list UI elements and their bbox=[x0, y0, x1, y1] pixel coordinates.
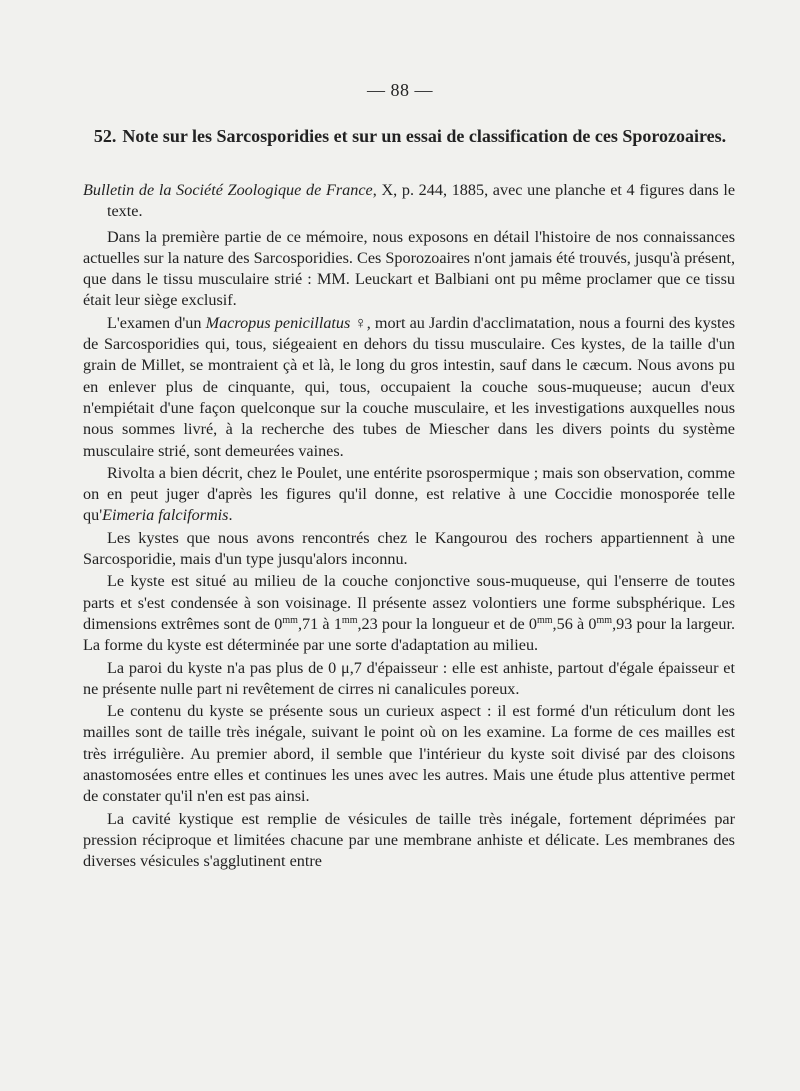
paragraph-5 bbox=[83, 571, 735, 656]
journal-name: Bulletin de la Société Zoologique de France bbox=[83, 181, 373, 199]
paragraph-5-text-c: ,23 pour la longueur et de 0 bbox=[357, 614, 537, 633]
reference-details: , X, p. 244, 1885, avec une planche et 4 figures dans le texte. bbox=[107, 181, 736, 221]
paragraph-7: Le contenu du kyste se présente sous un curieux aspect : il est formé d'un réticulum dont les mailles sont de taille très inégale, suivant le point où on les examine. La forme de ces mailles est très irrégulière. Au premier abord, il semble que l'intérieur du kyste soit divisé par des cloisons anastomosées entre elles et continues les unes avec les autres. Mais une étude plus attentive permet de constater qu'il n'en est pas ainsi. bbox=[83, 702, 735, 806]
paragraph-3-text-a: Rivolta a bien décrit, chez le Poulet, une entérite psorospermique ; mais son observation, comme on en peut juger d'après les figures qu'il donne, est relative à une Coccidie monosporée telle qu' bbox=[83, 463, 735, 525]
species-name: Macropus penicillatus bbox=[205, 313, 351, 332]
paragraph-5-text-a: Le kyste est situé au milieu de la couche conjonctive sous-muqueuse, qui l'enserre de toutes parts et s'est condensée à son voisinage. Il présente assez volontiers une forme subsphérique. Les dimensions extrêmes sont de 0 bbox=[83, 572, 735, 633]
paragraph-5-text-b: ,71 à 1 bbox=[297, 614, 342, 633]
paragraph-5-text-e: ,93 pour la largeur. La forme du kyste est déterminée par une sorte d'adaptation au milieu. bbox=[83, 614, 736, 655]
bibliographic-reference bbox=[83, 180, 735, 223]
paragraph-5-text-d: ,56 à 0 bbox=[552, 614, 597, 633]
article-body bbox=[83, 180, 735, 873]
unit-superscript-2: mm bbox=[341, 614, 358, 626]
article-number: 52. bbox=[93, 126, 117, 146]
paragraph-1: Dans la première partie de ce mémoire, nous exposons en détail l'histoire de nos connaissances actuelles sur la nature des Sarcosporidies. Ces Sporozoaires n'ont jamais été trouvés, jusqu'à présent, que dans le tissu musculaire strié : MM. Leuckart et Balbiani ont pu même proclamer que ce tissu était leur siège exclusif. bbox=[83, 227, 735, 310]
paragraph-4: Les kystes que nous avons rencontrés chez le Kangourou des rochers appartiennent à une Sarcosporidie, mais d'un type jusqu'alors inconnu. bbox=[83, 528, 735, 569]
paragraph-8: La cavité kystique est remplie de vésicules de taille très inégale, fortement déprimées par pression réciproque et limitées chacune par une membrane anhiste et délicate. Les membranes des diverses vésicules s'agglutinent entre bbox=[83, 809, 735, 871]
paragraph-2-text-b: ♀, mort au Jardin d'acclimatation, nous a fourni des kystes de Sarcosporidies qui, tous, siégeaient en dehors du tissu musculaire. Ces kystes, de la taille d'un grain de Millet, se montraient çà et là, le long du gros intestin, sauf dans le cæcum. Nous avons pu en enlever plus de cinquante, qui, tous, occupaient la couche sous-muqueuse; aucun d'eux n'empiétait d'une façon quelconque sur la couche musculaire, et les investigations auxquelles nous nous sommes livré, à la recherche des tubes de Miescher dans les divers points du système musculaire strié, sont demeurées vaines. bbox=[83, 313, 735, 460]
paragraph-3 bbox=[83, 463, 735, 527]
unit-superscript-1: mm bbox=[282, 614, 298, 626]
paragraph-2 bbox=[83, 313, 735, 462]
page-number: — 88 — bbox=[367, 80, 433, 100]
article-title-text: Note sur les Sarcosporidies et sur un essai de classification de ces Sporozoaires. bbox=[122, 126, 727, 146]
unit-superscript-4: mm bbox=[596, 614, 613, 626]
paragraph-2-text-a: L'examen d'un bbox=[107, 313, 206, 332]
unit-superscript-3: mm bbox=[536, 614, 553, 626]
article-title bbox=[80, 124, 740, 148]
paragraph-6: La paroi du kyste n'a pas plus de 0 μ,7 d'épaisseur : elle est anhiste, partout d'égale épaisseur et ne présente nulle part ni revêtement de cirres ni canalicules poreux. bbox=[83, 658, 735, 698]
species-name-eimeria: Eimeria falciformis bbox=[102, 506, 229, 525]
paragraph-3-text-b: . bbox=[228, 506, 233, 525]
